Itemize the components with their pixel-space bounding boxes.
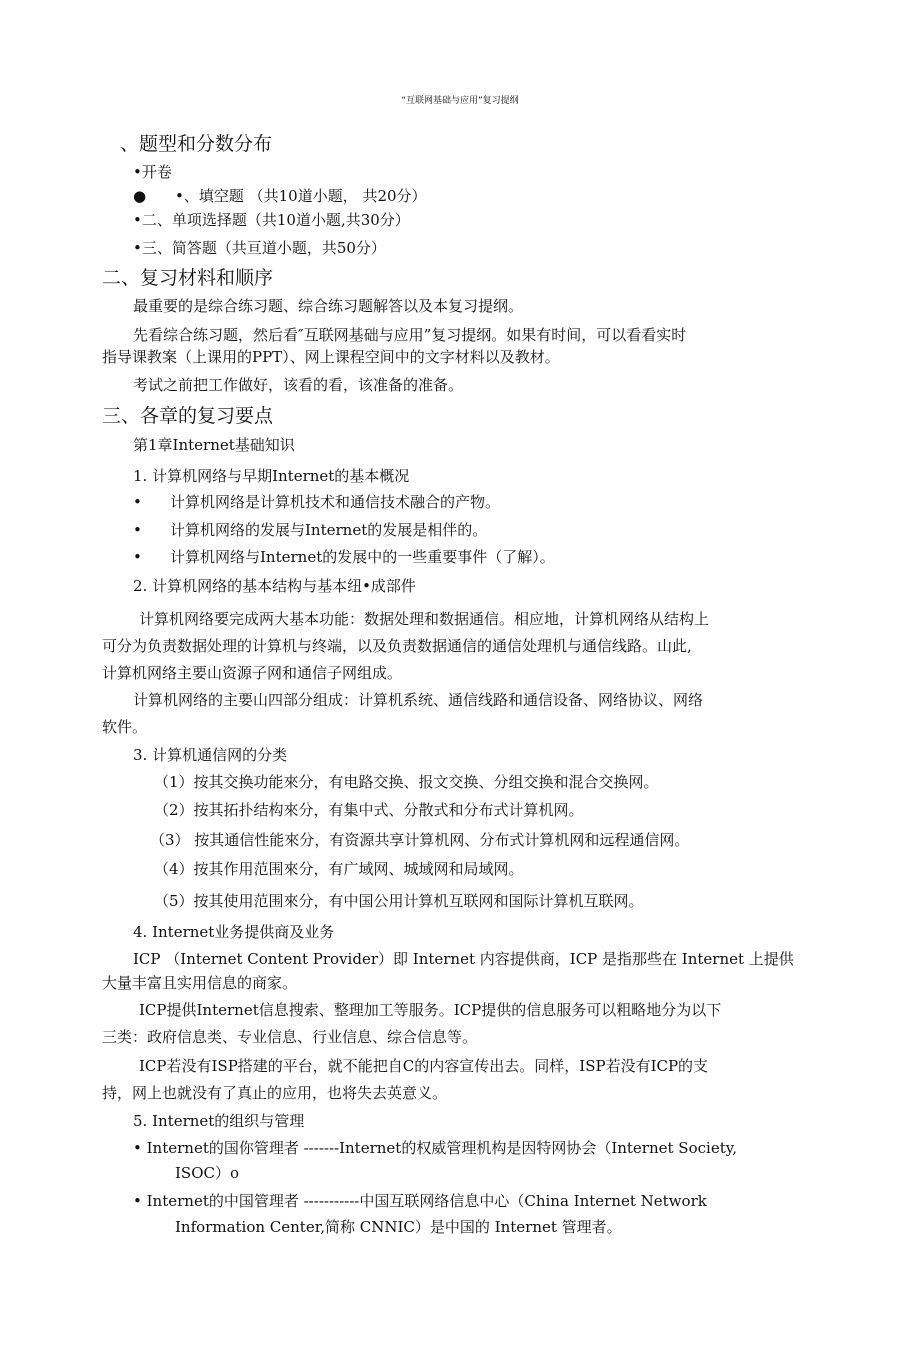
sub-item: （1）按其交换功能來分，有电路交换、报文交换、分组交换和混合交换网。 [154,773,659,791]
numbered-item: 5. Internet的组织与管理 [133,1112,305,1130]
paragraph: 计算机网络要完成两大基本功能：数据处理和数据通信。相应地，计算机网络从结构上 [139,610,710,628]
bullet-icon: • [133,548,142,566]
paragraph: ICP若没有ISP搭建的平台，就不能把自C的内容宣传出去。同样，ISP若没有ICP的支 [139,1057,709,1075]
section-heading-3: 三、各章的复习要点 [102,405,274,427]
numbered-item: 3. 计算机通信网的分类 [133,746,288,764]
paragraph: 先看综合练习题，然后看″互联网基础与应用”复习提纲。如果有时间，可以看看实时 [133,326,687,344]
numbered-item: 2. 计算机网络的基本结构与基本纽•成部件 [133,577,416,595]
paragraph: 考试之前把工作做好，该看的看，该准备的准备。 [133,376,464,394]
bullet-icon: • [133,493,142,511]
bullet-item: 计算机网络与Internet的发展中的一些重要事件（了解）。 [170,548,555,566]
paragraph-continuation: 指导课教案（上课用的PPT）、网上课程空间中的文字材料以及教材。 [102,348,560,366]
sub-item: （4）按其作用范围來分，有广域网、城域网和局域网。 [154,860,524,878]
sub-item: （5）按其使用范围來分，有中国公用计算机互联网和国际计算机互联网。 [154,892,644,910]
sub-item: （3） 按其通信性能來分，有资源共享计算机网、分布式计算机网和远程通信网。 [150,831,690,849]
bullet-icon: ● [133,187,147,205]
paragraph-continuation: 大量丰富且实用信息的商家。 [102,974,298,992]
paragraph-continuation: 三类：政府信息类、专业信息、行业信息、综合信息等。 [102,1028,478,1046]
paragraph: 最重要的是综合练习题、综合练习题解答以及本复习提纲。 [133,297,524,315]
bullet-icon: • [133,521,142,539]
list-item: •、填空题 （共10道小题， 共20分） [175,187,427,205]
section-heading-2: 二、复习材料和顺序 [102,267,274,289]
paragraph-continuation: 持，网上也就没有了真止的应用，也将失去英意义。 [102,1084,448,1102]
bullet-item: • Internet的国你管理者 -------Internet的权威管理机构是因特网协会（Internet Society, [133,1139,737,1157]
page-title: “互联网基础与应用”复习提纲 [401,96,519,106]
sub-item: （2）按其拓扑结构來分，有集中式、分散式和分布式计算机网。 [154,801,584,819]
bullet-item: 计算机网络是计算机技术和通信技术融合的产物。 [170,493,501,511]
list-item: •开卷 [133,163,172,181]
paragraph: 计算机网络的主要山四部分组成：计算机系统、通信线路和通信设备、网络协议、网络 [133,691,704,709]
numbered-item: 1. 计算机网络与早期Internet的基本概况 [133,467,410,485]
paragraph-continuation: 软件。 [102,718,148,736]
paragraph: ICP （Internet Content Provider）即 Internet 内容提供商，ICP 是指那些在 Internet 上提供 [133,950,794,968]
section-heading-1: 、题型和分数分布 [120,133,273,155]
list-item: •二、单项选择题（共10道小题,共30分） [133,211,410,229]
bullet-item: 计算机网络的发展与Internet的发展是相伴的。 [170,521,488,539]
paragraph: ICP提供Internet信息搜索、整理加工等服务。ICP提供的信息服务可以粗略地分为以下 [139,1001,722,1019]
list-item: •三、简答题（共亘道小题，共50分） [133,239,386,257]
bullet-item: • Internet的中国管理者 -----------中国互联网络信息中心（China Internet Network [133,1192,707,1210]
bullet-item-continuation: ISOC）o [175,1164,240,1182]
chapter-title: 第1章Internet基础知识 [133,436,295,454]
numbered-item: 4. Internet业务提供商及业务 [133,923,335,941]
paragraph-continuation: 可分为负责数据处理的计算机与终端，以及负责数据通信的通信处理机与通信线路。山此, [102,637,692,655]
paragraph-continuation: 计算机网络主要山资源子网和通信子网组成。 [102,664,403,682]
bullet-item-continuation: Information Center,简称 CNNIC）是中国的 Internet 管理者。 [175,1218,622,1236]
